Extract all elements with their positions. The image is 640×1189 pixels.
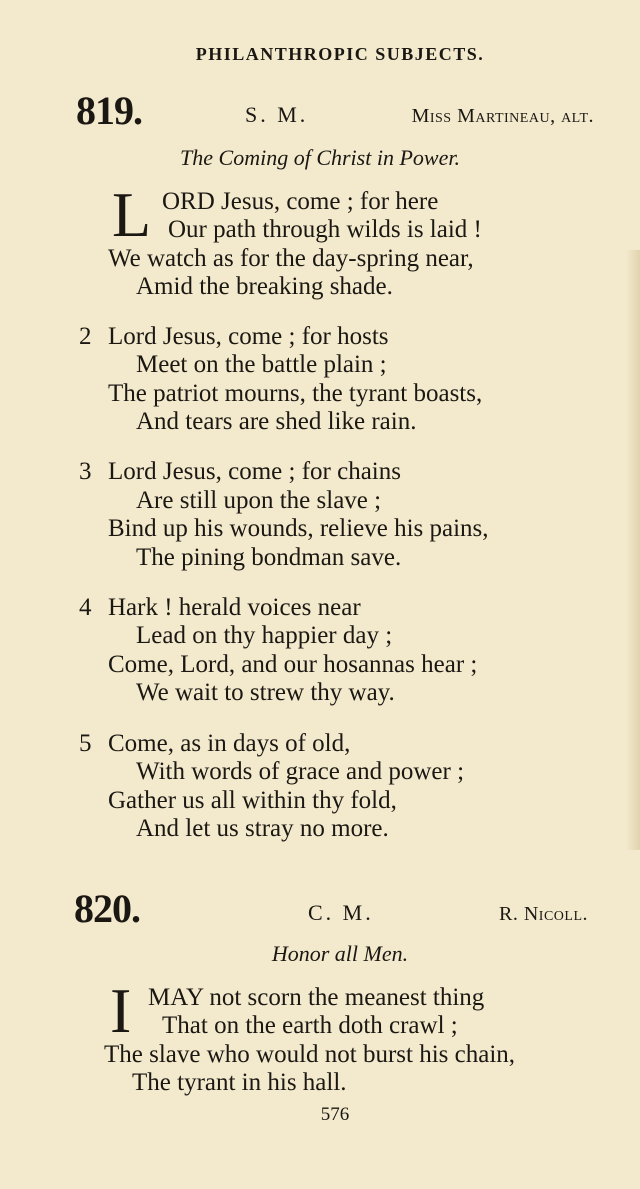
hymn-author: Miss Martineau, alt.	[411, 105, 594, 127]
verse-line: The slave who would not burst his chain,	[104, 1041, 516, 1068]
verse-line: Lord Jesus, come ; for hosts	[108, 323, 389, 350]
verse-number: 3	[79, 458, 92, 485]
verse-line: We watch as for the day-spring near,	[108, 245, 474, 272]
verse-line: The pining bondman save.	[136, 544, 402, 571]
hymn-title: The Coming of Christ in Power.	[180, 145, 460, 170]
verse-line: Our path through wilds is laid !	[168, 216, 482, 243]
verse-line: Lord Jesus, come ; for chains	[108, 458, 401, 485]
verse-number: 2	[79, 323, 92, 350]
verse-number: 5	[79, 730, 92, 757]
verse-line: With words of grace and power ;	[136, 758, 465, 785]
drop-cap: I	[110, 975, 132, 1046]
verse-line: That on the earth doth crawl ;	[162, 1012, 458, 1039]
verse-line: And tears are shed like rain.	[136, 408, 417, 435]
hymn-820-header	[0, 884, 640, 932]
hymn-meter: C. M.	[308, 900, 374, 925]
page-gutter-shadow	[626, 250, 640, 850]
verse-line: Bind up his wounds, relieve his pains,	[108, 515, 489, 542]
hymn-meter: S. M.	[245, 102, 309, 127]
verse-line: MAY not scorn the meanest thing	[148, 984, 485, 1011]
page-number: 576	[320, 1104, 350, 1125]
verse-line: We wait to strew thy way.	[136, 679, 395, 706]
verse-line: Come, Lord, and our hosannas hear ;	[108, 651, 478, 678]
drop-cap: L	[112, 179, 152, 250]
verse-line: The tyrant in his hall.	[132, 1069, 347, 1096]
verse-line: The patriot mourns, the tyrant boasts,	[108, 380, 483, 407]
hymn-number: 820.	[74, 886, 140, 931]
verse-line: And let us stray no more.	[136, 815, 389, 842]
verse-line: Come, as in days of old,	[108, 730, 351, 757]
hymn-author: R. Nicoll.	[499, 903, 588, 925]
hymn-title: Honor all Men.	[271, 941, 409, 966]
verse-line: Amid the breaking shade.	[136, 273, 393, 300]
verse-number: 4	[79, 594, 92, 621]
verse-line: Lead on thy happier day ;	[136, 622, 393, 649]
verse-line: Hark ! herald voices near	[108, 594, 361, 621]
verse-line: Are still upon the slave ;	[136, 487, 382, 514]
verse-line: Gather us all within thy fold,	[108, 787, 397, 814]
verse-line: Meet on the battle plain ;	[136, 351, 387, 378]
running-head: PHILANTHROPIC SUBJECTS.	[195, 44, 485, 64]
hymn-number: 819.	[76, 88, 142, 133]
hymn-819-header	[0, 86, 640, 134]
verse-line: ORD Jesus, come ; for here	[162, 188, 439, 215]
